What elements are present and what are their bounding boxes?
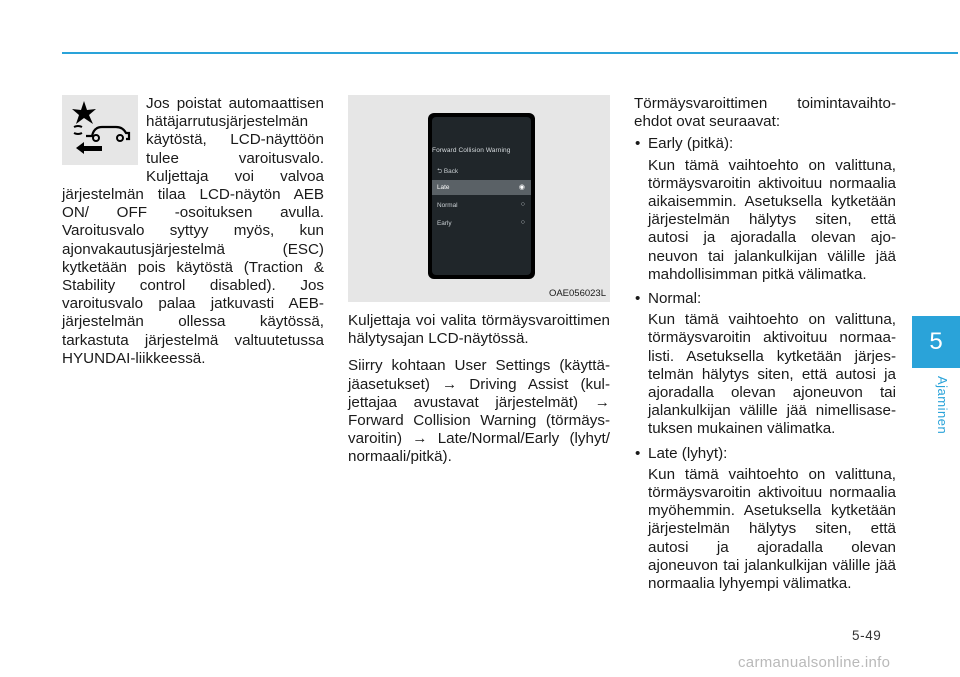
list-item [634, 445, 896, 594]
page-number: 5-49 [852, 628, 882, 643]
column-1 [62, 95, 324, 368]
paragraph-select-warning-time: Kuljettaja voi valita törmäysvaroittimen hälytysajan LCD-näytössä. [348, 312, 610, 348]
chapter-tab: 5 [912, 316, 960, 368]
chapter-label: Ajaminen [935, 376, 950, 435]
lcd-back-item: ⮌ Back [437, 168, 459, 175]
column-3 [634, 95, 896, 599]
aeb-off-paragraph: Jos poistat automaattisen hätäjarrutusjärjestelmän käytöstä, LCD-näyttöön tulee varoitusvalo. Kuljettaja voi valvoa järjestelmän tilaa LCD-näytön AEB ON/ OFF -osoituksen avulla. Varoitusvalo syttyy myös, kun ajonvakautusjärjestelmä (ESC) kytketään pois käytöstä (Traction & Stability control disabled). Jos varoitusvalo palaa jatkuvasti AEB-järjestelmän ollessa käytössä, tarkastuta järjestelmä valtuutetussa HYUNDAI-liikkeessä. [62, 95, 324, 367]
options-intro: Törmäysvaroittimen toimintavaihtoehdot ovat seuraavat: [634, 95, 896, 131]
lcd-option-late: Late ◉ [432, 180, 531, 195]
watermark: carmanualsonline.info [738, 654, 891, 671]
figure-code: OAE056023L [548, 288, 606, 299]
lcd-option-early: Early ○ [437, 219, 525, 227]
lcd-option-normal: Normal ○ [437, 201, 525, 209]
lcd-figure [348, 95, 610, 302]
radio-empty-icon: ○ [520, 201, 525, 208]
option-title-early: • Early (pitkä): [634, 135, 896, 153]
list-item [634, 290, 896, 439]
aeb-off-warning-icon [62, 95, 138, 165]
option-title-normal: • Normal: [634, 290, 896, 308]
radio-empty-icon: ○ [520, 219, 525, 226]
column-2 [348, 312, 610, 476]
lcd-title: Forward Collision Warning [432, 147, 511, 154]
options-list [634, 135, 896, 593]
list-item [634, 135, 896, 284]
header-rule [62, 52, 958, 54]
option-text-early: Kun tämä vaihtoehto on valittuna, törmäysvaroitin aktivoituu normaalia aikaisemmin. Asetuksella kytketään järjestelmän hälytys siten, että autosi ja ajoradalla olevan ajoneuvon tai jalankulkijan välille jää mahdollisimman pitkä välimatka. [648, 156, 896, 283]
option-title-late: • Late (lyhyt): [634, 445, 896, 463]
option-text-normal: Kun tämä vaihtoehto on valittuna, törmäysvaroitin aktivoituu normaalisti. Asetuksella kytketään järjestelmän hälytys siten, että autosi ja ajoradalla olevan ajoneuvon tai jalankulkijan välille jää nimellisasetuksen mukainen välimatka. [648, 311, 896, 438]
option-text-late: Kun tämä vaihtoehto on valittuna, törmäysvaroitin aktivoituu normaalia myöhemmin. Asetuksella kytketään järjestelmän hälytys siten, että autosi ja ajoradalla olevan ajoneuvon tai jalankulkijan välille jää normaalia lyhyempi välimatka. [648, 465, 896, 593]
radio-selected-icon: ◉ [518, 184, 525, 191]
lcd-display [428, 113, 535, 279]
paragraph-settings-path: Siirry kohtaan User Settings (käyttäjäasetukset) → Driving Assist (kuljettajaa avustavat järjestelmät) → Forward Collision Warning (törmäysvaroitin) → Late/Normal/Early (lyhyt/ normaali/pitkä). [348, 357, 610, 466]
